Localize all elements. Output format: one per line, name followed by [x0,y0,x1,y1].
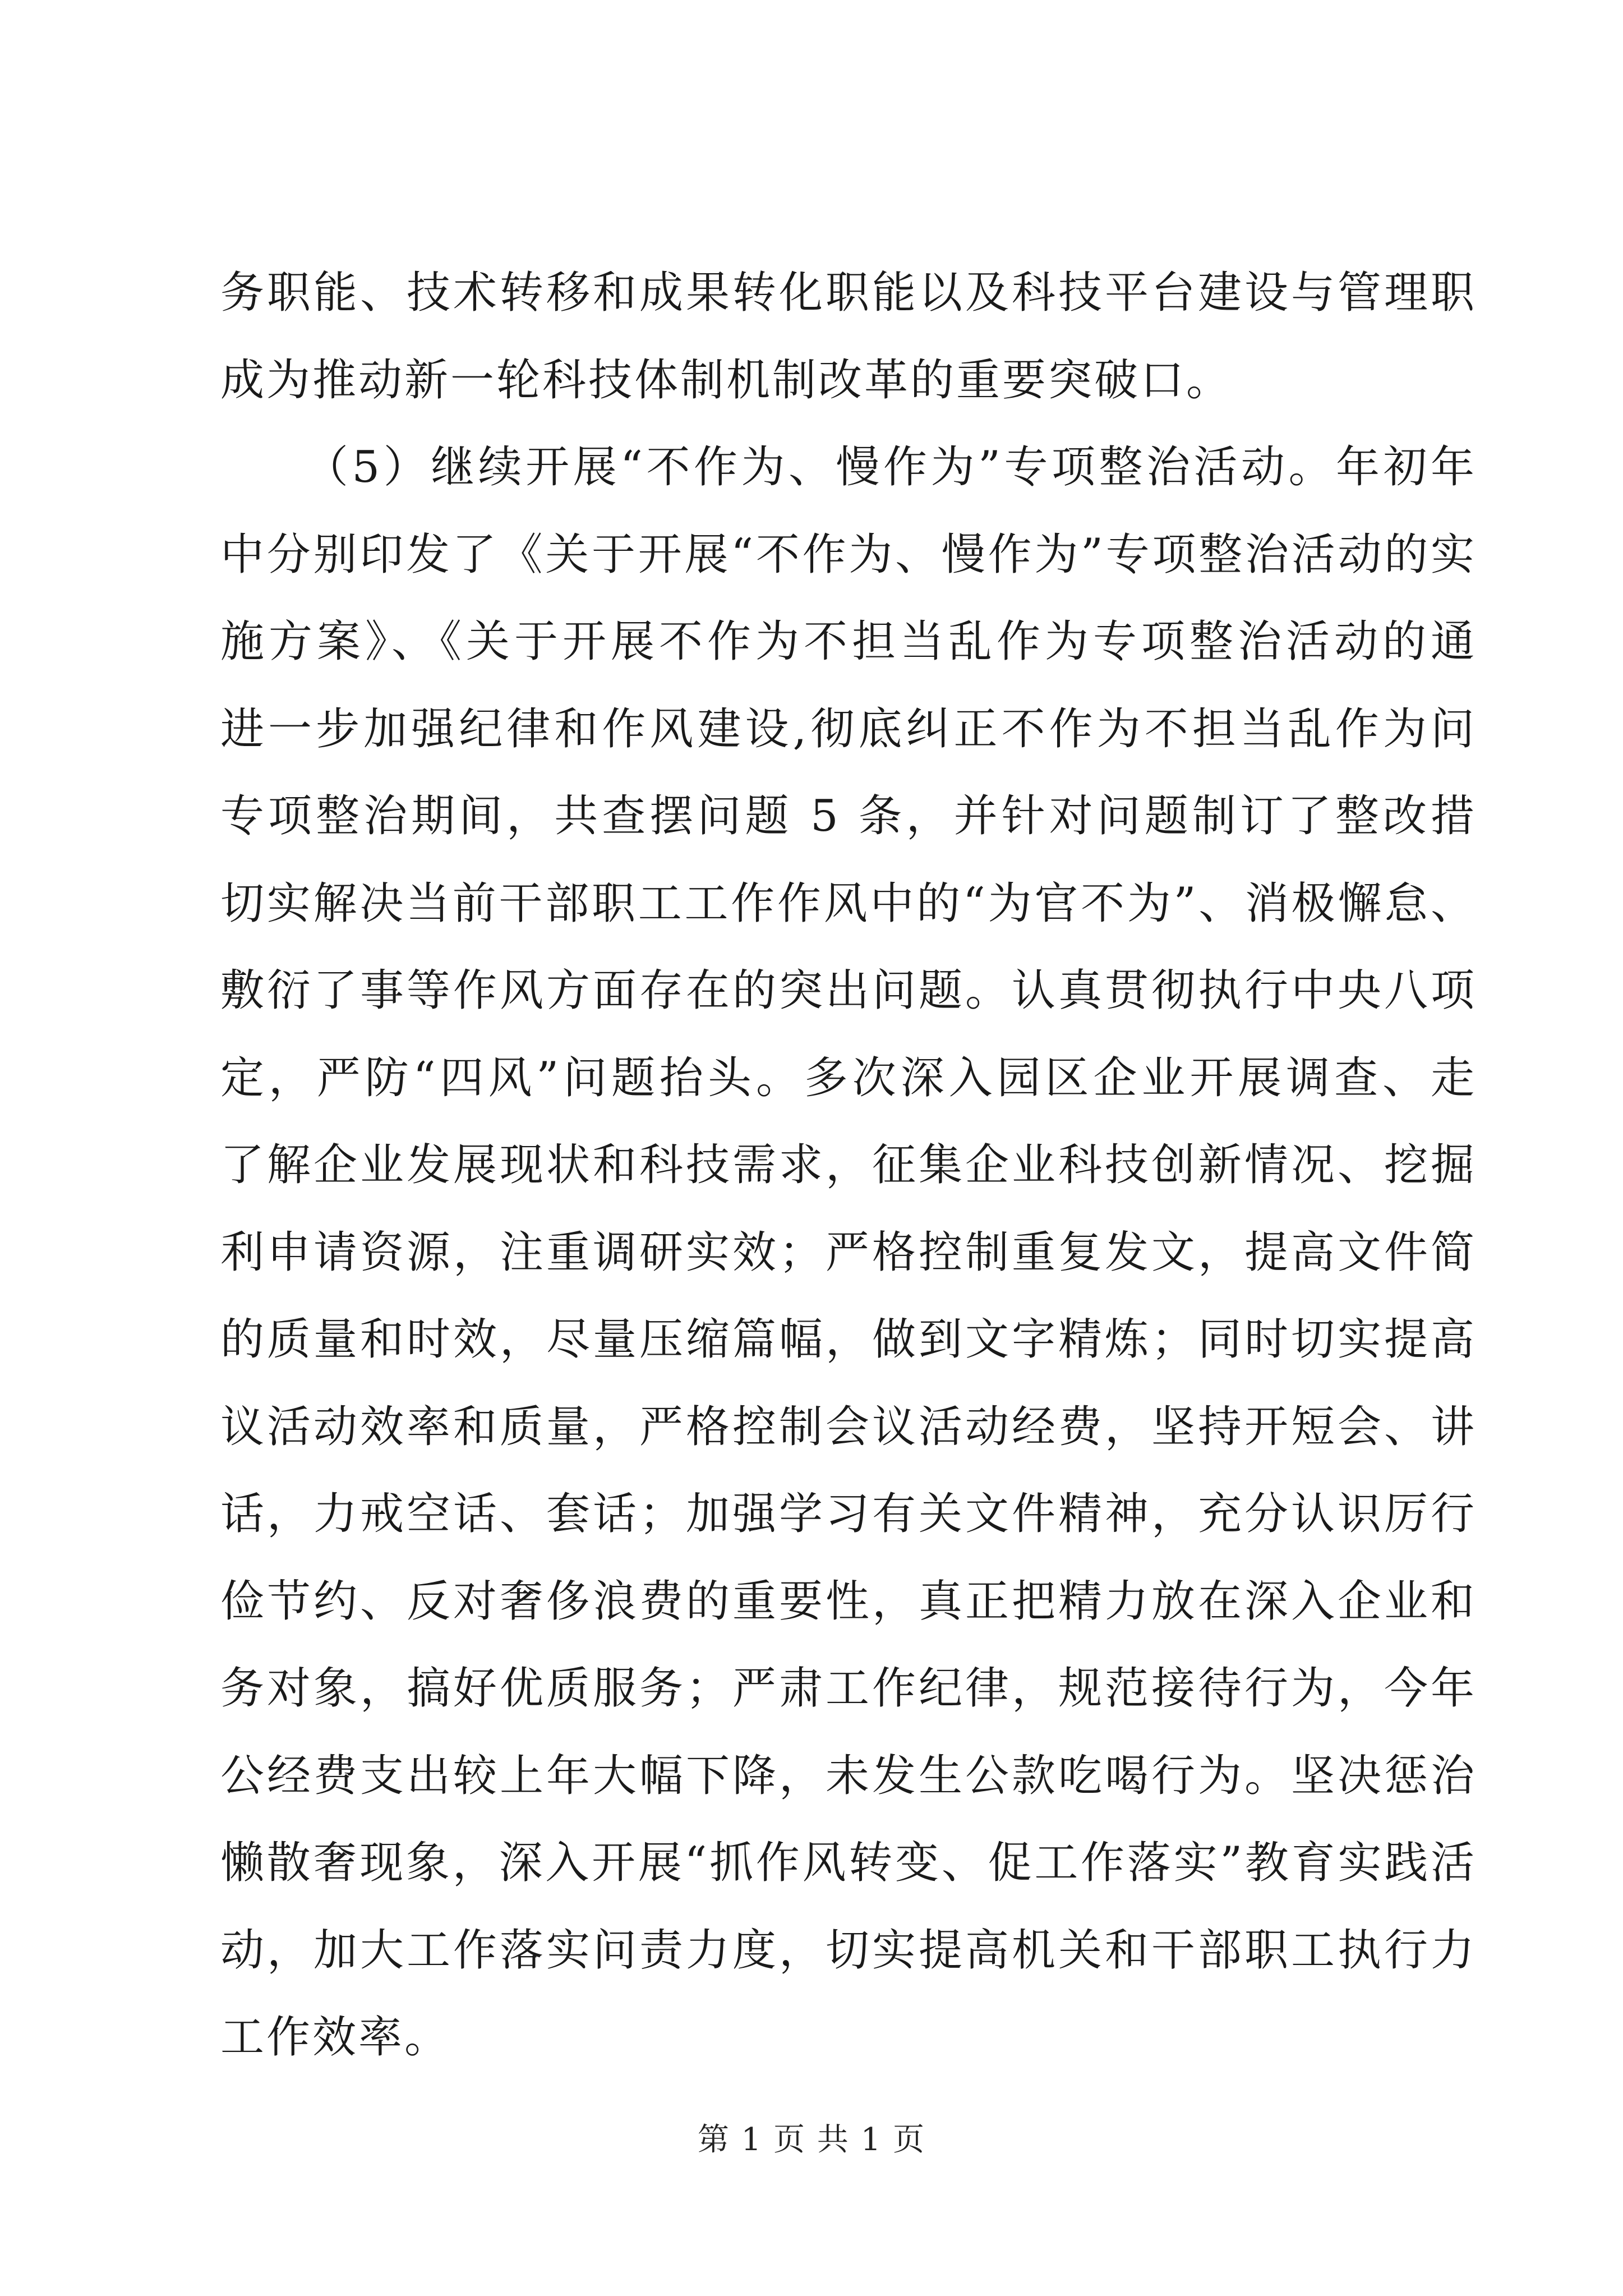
text-line-17: 务对象，搞好优质服务；严肃工作纪律，规范接待行为，今年 [220,1663,1477,1714]
text-line-21: 工作效率。 [220,2012,451,2063]
text-line-10: 定，严防“四风”问题抬头。多次深入园区企业开展调查、走 [220,1052,1477,1103]
text-line-14: 议活动效率和质量，严格控制会议活动经费，坚持开短会、讲 [220,1401,1477,1452]
page-number-footer: 第 1 页 共 1 页 [697,2122,926,2158]
text-line-18: 公经费支出较上年大幅下降，未发生公款吃喝行为。坚决惩治 [220,1750,1477,1801]
text-line-2: 成为推动新一轮科技体制机制改革的重要突破口。 [220,355,1233,406]
text-line-1: 务职能、技术转移和成果转化职能以及科技平台建设与管理职 [220,268,1477,318]
text-line-15: 话，力戒空话、套话；加强学习有关文件精神，充分认识厉行 [220,1489,1477,1539]
text-line-20: 动，加大工作落实问责力度，切实提高机关和干部职工执行力 [220,1925,1477,1976]
document-body [220,250,1477,2082]
text-line-11: 了解企业发展现状和科技需求，征集企业科技创新情况、挖掘 [220,1140,1477,1190]
text-line-19: 懒散奢现象，深入开展“抓作风转变、促工作落实”教育实践活 [220,1838,1477,1888]
text-line-8: 切实解决当前干部职工工作作风中的“为官不为”、消极懈怠、 [220,878,1477,929]
text-line-12: 利申请资源，注重调研实效；严格控制重复发文，提高文件简 [220,1227,1477,1278]
text-line-3: （5）继续开展“不作为、慢作为”专项整治活动。年初年 [305,442,1477,493]
text-line-16: 俭节约、反对奢侈浪费的重要性，真正把精力放在深入企业和 [220,1576,1477,1627]
text-line-7: 专项整治期间，共查摆问题 5 条，并针对问题制订了整改措 [220,791,1477,841]
text-line-5: 施方案》、《关于开展不作为不担当乱作为专项整治活动的通 [220,616,1477,667]
text-line-9: 敷衍了事等作风方面存在的突出问题。认真贯彻执行中央八项 [220,965,1477,1016]
text-line-4: 中分别印发了《关于开展“不作为、慢作为”专项整治活动的实 [220,529,1477,580]
text-line-13: 的质量和时效，尽量压缩篇幅，做到文字精炼；同时切实提高 [220,1314,1477,1365]
text-line-6: 进一步加强纪律和作风建设,彻底纠正不作为不担当乱作为问 [220,703,1477,754]
